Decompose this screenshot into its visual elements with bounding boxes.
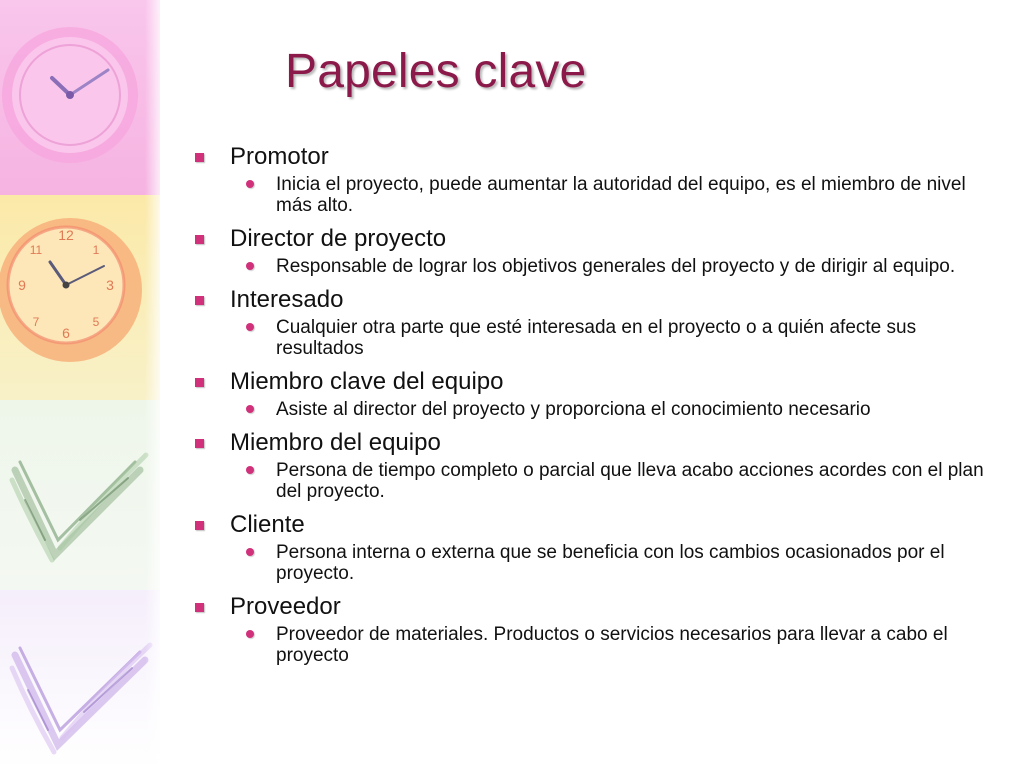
- list-item: [190, 285, 990, 359]
- list-item: [190, 592, 990, 666]
- role-heading: [190, 592, 990, 622]
- role-name: Proveedor: [230, 593, 341, 620]
- role-name: Miembro clave del equipo: [230, 368, 504, 395]
- svg-text:7: 7: [32, 315, 40, 329]
- role-heading: [190, 285, 990, 315]
- svg-text:9: 9: [18, 277, 26, 293]
- role-description: [190, 624, 990, 666]
- role-description: [190, 256, 990, 277]
- list-item: [190, 428, 990, 502]
- dot-bullet-icon: [246, 180, 254, 188]
- svg-text:5: 5: [92, 315, 100, 329]
- role-description-text: Persona interna o externa que se beneficia con los cambios ocasionados por el proyecto.: [276, 542, 945, 584]
- list-item: [190, 224, 990, 277]
- strip-fade: [145, 0, 160, 768]
- role-description-text: Responsable de lograr los objetivos generales del proyecto y de dirigir al equipo.: [276, 256, 956, 277]
- role-name: Director de proyecto: [230, 225, 447, 252]
- list-item: [190, 142, 990, 216]
- square-bullet-icon: [195, 153, 204, 162]
- role-heading: [190, 224, 990, 254]
- role-description-text: Inicia el proyecto, puede aumentar la autoridad del equipo, es el miembro de nivel más alto.: [276, 174, 966, 216]
- role-name: Promotor: [230, 143, 329, 170]
- role-description-text: Proveedor de materiales. Productos o servicios necesarios para llevar a cabo el proyecto: [276, 624, 948, 666]
- square-bullet-icon: [195, 378, 204, 387]
- role-heading: [190, 367, 990, 397]
- dot-bullet-icon: [246, 323, 254, 331]
- role-description: [190, 399, 990, 420]
- role-description-text: Persona de tiempo completo o parcial que lleva acabo acciones acordes con el plan del proyecto.: [276, 460, 984, 502]
- dot-bullet-icon: [246, 466, 254, 474]
- clock-icon: [2, 27, 138, 163]
- square-bullet-icon: [195, 296, 204, 305]
- role-heading: [190, 142, 990, 172]
- clock-icon: [0, 218, 142, 362]
- list-item: [190, 510, 990, 584]
- square-bullet-icon: [195, 603, 204, 612]
- decorative-side-strip: [0, 0, 160, 768]
- role-name: Interesado: [230, 286, 344, 313]
- dot-bullet-icon: [246, 548, 254, 556]
- list-item: [190, 367, 990, 420]
- svg-text:11: 11: [29, 243, 43, 257]
- dot-bullet-icon: [246, 405, 254, 413]
- square-bullet-icon: [195, 439, 204, 448]
- role-name: Miembro del equipo: [230, 429, 441, 456]
- square-bullet-icon: [195, 521, 204, 530]
- role-description: [190, 174, 990, 216]
- svg-text:6: 6: [62, 325, 70, 341]
- role-heading: [190, 428, 990, 458]
- square-bullet-icon: [195, 235, 204, 244]
- dot-bullet-icon: [246, 630, 254, 638]
- role-description-text: Asiste al director del proyecto y proporciona el conocimiento necesario: [276, 399, 871, 420]
- role-description: [190, 317, 990, 359]
- roles-list: [190, 142, 990, 674]
- svg-text:1: 1: [92, 243, 100, 257]
- role-description: [190, 460, 990, 502]
- role-description: [190, 542, 990, 584]
- role-name: Cliente: [230, 511, 305, 538]
- slide-title: Papeles clave: [285, 45, 587, 98]
- svg-text:12: 12: [58, 227, 74, 243]
- dot-bullet-icon: [246, 262, 254, 270]
- role-description-text: Cualquier otra parte que esté interesada en el proyecto o a quién afecte sus resultados: [276, 317, 917, 359]
- svg-text:3: 3: [106, 277, 114, 293]
- role-heading: [190, 510, 990, 540]
